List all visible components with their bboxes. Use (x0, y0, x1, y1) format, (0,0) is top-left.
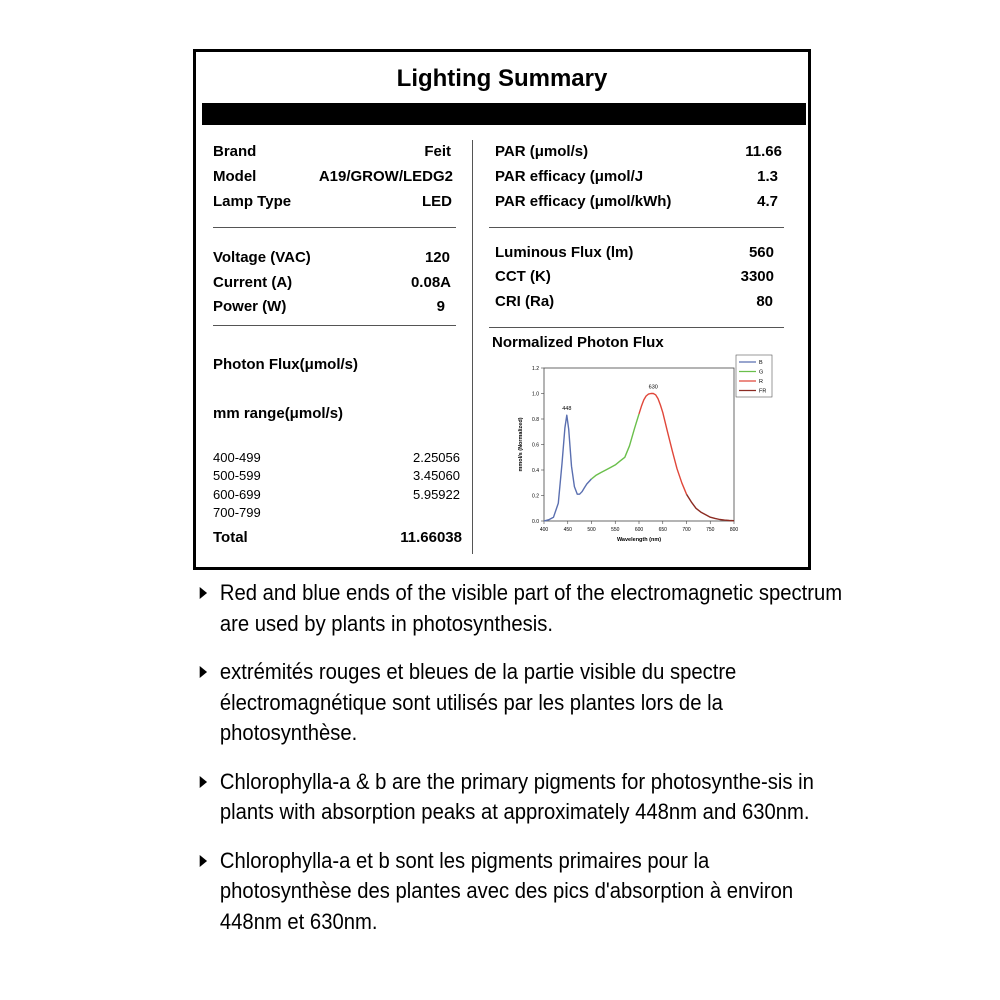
range-label: 700-799 (213, 505, 261, 520)
bullet-text: extrémités rouges et bleues de la partie visible du spectre électromagnétique sont utilisés par les plantes lors de la photosynthèse. (219, 659, 737, 745)
cct-label: CCT (K) (495, 268, 551, 285)
summary-title: Lighting Summary (396, 65, 608, 92)
triangle-bullet-icon (200, 587, 207, 599)
par-label: PAR (μmol/s) (495, 143, 589, 160)
title-bar (202, 103, 806, 125)
photon-flux-heading: Photon Flux(μmol/s) (213, 356, 358, 373)
bullet-text: Chlorophylla-a & b are the primary pigments for photosynthe-sis in plants with absorption peaks at approximately 448nm and 630nm. (219, 768, 814, 824)
par-efficacy-kwh-value: 4.7 (757, 193, 778, 210)
current-label: Current (A) (213, 274, 293, 291)
peak-annotation: 448 (562, 406, 572, 413)
bullet-item (196, 578, 846, 639)
legend-label: G (759, 369, 764, 376)
voltage-value: 120 (424, 249, 450, 266)
bullet-text: Red and blue ends of the visible part of the electromagnetic spectrum are used by plants in photosynthesis. (219, 580, 843, 636)
bullet-item (196, 767, 846, 828)
luminous-flux-label: Luminous Flux (lm) (495, 244, 634, 261)
bullet-item (196, 846, 846, 938)
y-tick-label: 1.0 (532, 391, 539, 398)
range-value: 2.25056 (413, 450, 460, 465)
y-tick-label: 0.0 (532, 519, 539, 525)
y-tick-label: 1.2 (532, 366, 539, 372)
lamp-type-value: LED (422, 193, 452, 210)
separator (489, 327, 784, 328)
brand-label: Brand (213, 143, 257, 160)
series-line-g (592, 414, 640, 479)
power-value: 9 (436, 298, 445, 315)
x-tick-label: 650 (658, 527, 667, 533)
cri-label: CRI (Ra) (495, 293, 555, 310)
x-tick-label: 750 (706, 527, 715, 533)
y-tick-label: 0.8 (532, 417, 539, 423)
power-label: Power (W) (213, 298, 287, 315)
par-efficacy-kwh-label: PAR efficacy (μmol/kWh) (495, 193, 672, 210)
bullet-list (196, 578, 843, 955)
bullet-item (196, 657, 846, 749)
range-heading: mm range(μmol/s) (213, 405, 344, 422)
current-value: 0.08A (410, 274, 451, 291)
y-tick-label: 0.4 (532, 468, 539, 474)
x-tick-label: 800 (729, 527, 739, 533)
separator (213, 227, 456, 228)
par-value: 11.66 (745, 143, 782, 160)
series-line-fr (687, 494, 735, 521)
chart-heading: Normalized Photon Flux (492, 334, 664, 351)
voltage-label: Voltage (VAC) (213, 249, 311, 266)
legend-label: B (759, 360, 763, 366)
separator (213, 325, 456, 326)
range-label: 600-699 (213, 487, 261, 502)
series-line-b (544, 415, 592, 521)
x-tick-label: 700 (682, 527, 691, 533)
separator (489, 227, 784, 228)
range-value: 3.45060 (413, 468, 460, 483)
series-line-r (639, 394, 687, 495)
x-tick-label: 450 (563, 527, 572, 533)
x-tick-label: 500 (587, 527, 596, 533)
lamp-type-label: Lamp Type (213, 193, 292, 210)
x-tick-label: 400 (539, 527, 549, 533)
triangle-bullet-icon (200, 666, 207, 678)
total-label: Total (213, 529, 248, 546)
total-value: 11.66038 (400, 529, 462, 546)
y-axis-label: mmol/s (Normalized) (518, 417, 524, 472)
triangle-bullet-icon (200, 855, 207, 867)
model-value: A19/GROW/LEDG2 (318, 168, 453, 185)
cct-value: 3300 (740, 268, 774, 285)
column-divider (472, 140, 473, 554)
range-label: 500-599 (213, 468, 261, 483)
x-axis-label: Wavelength (nm) (616, 537, 662, 543)
luminous-flux-value: 560 (748, 244, 774, 261)
plot-frame (544, 368, 734, 521)
range-value: 5.95922 (413, 487, 460, 502)
triangle-bullet-icon (200, 776, 207, 788)
y-tick-label: 0.2 (532, 493, 539, 500)
legend-label: R (759, 379, 763, 385)
par-efficacy-label: PAR efficacy (μmol/J (495, 168, 644, 185)
model-label: Model (213, 168, 257, 185)
cri-value: 80 (756, 293, 773, 310)
photon-flux-chart (508, 350, 778, 550)
x-tick-label: 600 (634, 527, 644, 533)
peak-annotation: 630 (648, 384, 658, 391)
par-efficacy-value: 1.3 (757, 168, 778, 185)
lighting-summary-panel (193, 49, 811, 570)
bullet-text: Chlorophylla-a et b sont les pigments primaires pour la photosynthèse des plantes avec des pics d'absorption à environ 448nm et 630nm. (219, 847, 794, 934)
legend-label: FR (759, 388, 767, 395)
brand-value: Feit (424, 143, 451, 160)
x-tick-label: 550 (611, 527, 620, 533)
range-label: 400-499 (213, 450, 261, 465)
y-tick-label: 0.6 (532, 442, 539, 449)
